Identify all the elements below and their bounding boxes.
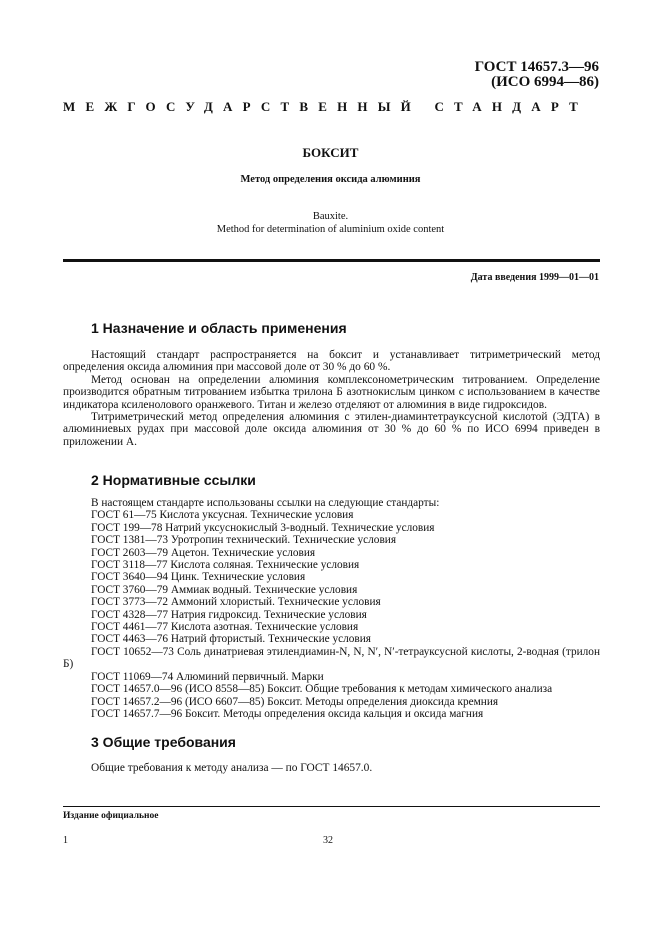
reference-item: ГОСТ 3760—79 Аммиак водный. Технические условия bbox=[91, 583, 358, 596]
reference-item: ГОСТ 4461—77 Кислота азотная. Технические условия bbox=[91, 621, 359, 634]
english-title bbox=[0, 210, 661, 236]
paragraph: Титриметрический метод определения алюминия с этилен-диаминтетрауксусной кислотой (ЭДТА) в алюминиевых рудах при массовой доле оксида алюминия от 30 % до 60 % по ИСО 6994 приведен в приложении А. bbox=[63, 411, 600, 448]
official-edition-label: Издание официальное bbox=[63, 811, 159, 821]
gost-code bbox=[475, 60, 599, 90]
reference-item: ГОСТ 11069—74 Алюминий первичный. Марки bbox=[91, 670, 324, 683]
document-title: БОКСИТ bbox=[302, 145, 359, 160]
footer-divider bbox=[63, 806, 600, 807]
reference-item: ГОСТ 199—78 Натрий уксуснокислый 3-водный. Технические условия bbox=[91, 521, 435, 534]
page-number: 32 bbox=[323, 835, 333, 846]
section-1-heading: 1 Назначение и область применения bbox=[91, 320, 347, 336]
reference-item: ГОСТ 2603—79 Ацетон. Технические условия bbox=[91, 546, 316, 559]
paragraph: Общие требования к методу анализа — по ГОСТ 14657.0. bbox=[91, 762, 373, 774]
reference-item: ГОСТ 61—75 Кислота уксусная. Технические условия bbox=[91, 509, 354, 522]
reference-item: ГОСТ 3773—72 Аммоний хлористый. Технические условия bbox=[91, 596, 381, 609]
introduction-date: Дата введения 1999—01—01 bbox=[470, 272, 599, 283]
reference-item: ГОСТ 3640—94 Цинк. Технические условия bbox=[91, 571, 306, 584]
reference-item: ГОСТ 14657.0—96 (ИСО 8558—85) Боксит. Общие требования к методам химического анализа bbox=[91, 683, 553, 696]
section-2-heading: 2 Нормативные ссылки bbox=[91, 472, 256, 488]
section-3-body bbox=[63, 762, 600, 774]
reference-item: ГОСТ 14657.7—96 Боксит. Методы определения оксида кальция и оксида магния bbox=[91, 707, 484, 720]
section-1-body bbox=[63, 349, 600, 448]
references-intro: В настоящем стандарте использованы ссылки на следующие стандарты: bbox=[91, 497, 440, 509]
gost-number: ГОСТ 14657.3—96 bbox=[474, 59, 599, 75]
references-list bbox=[63, 497, 600, 720]
english-title-line2: Method for determination of aluminium oxide content bbox=[216, 224, 445, 235]
corner-number: 1 bbox=[63, 835, 68, 846]
reference-item: ГОСТ 14657.2—96 (ИСО 6607—85) Боксит. Методы определения диоксида кремния bbox=[91, 695, 499, 708]
english-title-line1: Bauxite. bbox=[312, 211, 349, 222]
reference-item: ГОСТ 4328—77 Натрия гидроксид. Технические условия bbox=[91, 608, 367, 621]
reference-item: ГОСТ 4463—76 Натрий фтористый. Технические условия bbox=[91, 633, 371, 646]
paragraph: Метод основан на определении алюминия комплексонометрическим титрованием. Определение производится обратным титрованием избытка трилона Б азотнокислым цинком с использованием в качестве индикатора ксиленолового оранжевого. Титан и железо отделяют от алюминия в виде гидроксидов. bbox=[63, 373, 600, 411]
paragraph: Настоящий стандарт распространяется на боксит и устанавливает титриметрический метод определения оксида алюминия при массовой доле от 30 % до 60 %. bbox=[63, 349, 600, 374]
header-divider bbox=[63, 259, 600, 262]
reference-item: ГОСТ 1381—73 Уротропин технический. Технические условия bbox=[91, 534, 397, 547]
iso-number: (ИСО 6994—86) bbox=[491, 74, 599, 90]
document-subtitle: Метод определения оксида алюминия bbox=[240, 174, 421, 185]
section-3-heading: 3 Общие требования bbox=[91, 734, 236, 750]
reference-item: ГОСТ 3118—77 Кислота соляная. Технические условия bbox=[91, 559, 360, 572]
standard-banner: МЕЖГОСУДАРСТВЕННЫЙ СТАНДАРТ bbox=[63, 99, 589, 114]
reference-item: ГОСТ 10652—73 Соль динатриевая этилендиамин-N, N, N′, N′-тетрауксусной кислоты, 2-водная (трилон Б) bbox=[63, 645, 600, 671]
